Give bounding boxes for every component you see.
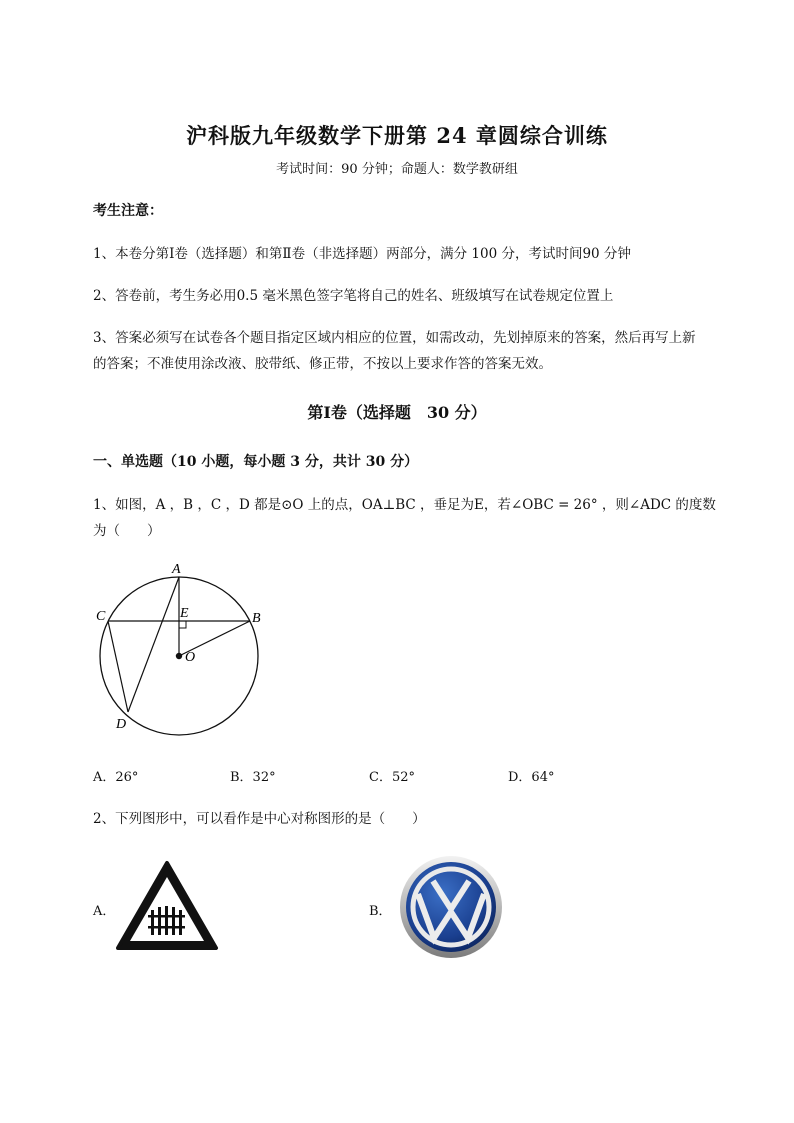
- circle-geometry-figure: [90, 560, 270, 740]
- question-2-text: 2、下列图形中，可以看作是中心对称图形的是（ ）: [93, 811, 426, 827]
- label-d: D: [116, 717, 127, 732]
- volkswagen-logo-icon: [398, 854, 504, 960]
- page-title: 沪科版九年级数学下册第 24 章圆综合训练: [186, 123, 608, 148]
- section-title: 第Ⅰ卷（选择题 30 分）: [307, 403, 487, 422]
- question-2-option-b[interactable]: B．: [369, 904, 392, 919]
- chord-da: [128, 577, 179, 712]
- question-2-option-a[interactable]: A．: [93, 904, 116, 919]
- notice-item-3: 3、答案必须写在试卷各个题目指定区域内相应的位置，如需改动，先划掉原来的答案，然后再写上新: [93, 330, 696, 346]
- question-1-option-b[interactable]: B．32°: [230, 770, 276, 785]
- part-heading: 一、单选题（10 小题，每小题 3 分，共计 30 分）: [93, 454, 419, 470]
- chord-cd: [108, 621, 128, 712]
- question-1-option-c[interactable]: C．52°: [369, 770, 415, 785]
- center-point-o: [176, 653, 182, 659]
- label-a: A: [172, 562, 181, 577]
- right-angle-mark: [179, 621, 186, 628]
- notice-item-2: 2、答卷前，考生务必用0.5 毫米黑色签字笔将自己的姓名、班级填写在试卷规定位置上: [93, 288, 614, 304]
- notice-item-1: 1、本卷分第Ⅰ卷（选择题）和第Ⅱ卷（非选择题）两部分，满分 100 分，考试时间90 分钟: [93, 246, 631, 262]
- railway-crossing-warning-sign-icon: [114, 858, 220, 954]
- question-1-option-a[interactable]: A．26°: [93, 770, 139, 785]
- notice-heading: 考生注意：: [93, 203, 163, 219]
- label-o: O: [185, 650, 196, 665]
- label-b: B: [252, 611, 261, 626]
- question-1-text: 1、如图，A ，B ，C ，D 都是⊙O 上的点，OA⊥BC ，垂足为E，若∠OBC = 26° ，则∠ADC 的度数: [93, 497, 716, 513]
- question-1-option-d[interactable]: D．64°: [508, 770, 555, 785]
- label-e: E: [180, 606, 189, 621]
- label-c: C: [96, 609, 106, 624]
- notice-item-3-continued: 的答案；不准使用涂改液、胶带纸、修正带，不按以上要求作答的答案无效。: [93, 356, 552, 372]
- exam-subtitle: 考试时间：90 分钟；命题人：数学教研组: [276, 162, 518, 177]
- question-1-text-continued: 为（ ）: [93, 523, 161, 539]
